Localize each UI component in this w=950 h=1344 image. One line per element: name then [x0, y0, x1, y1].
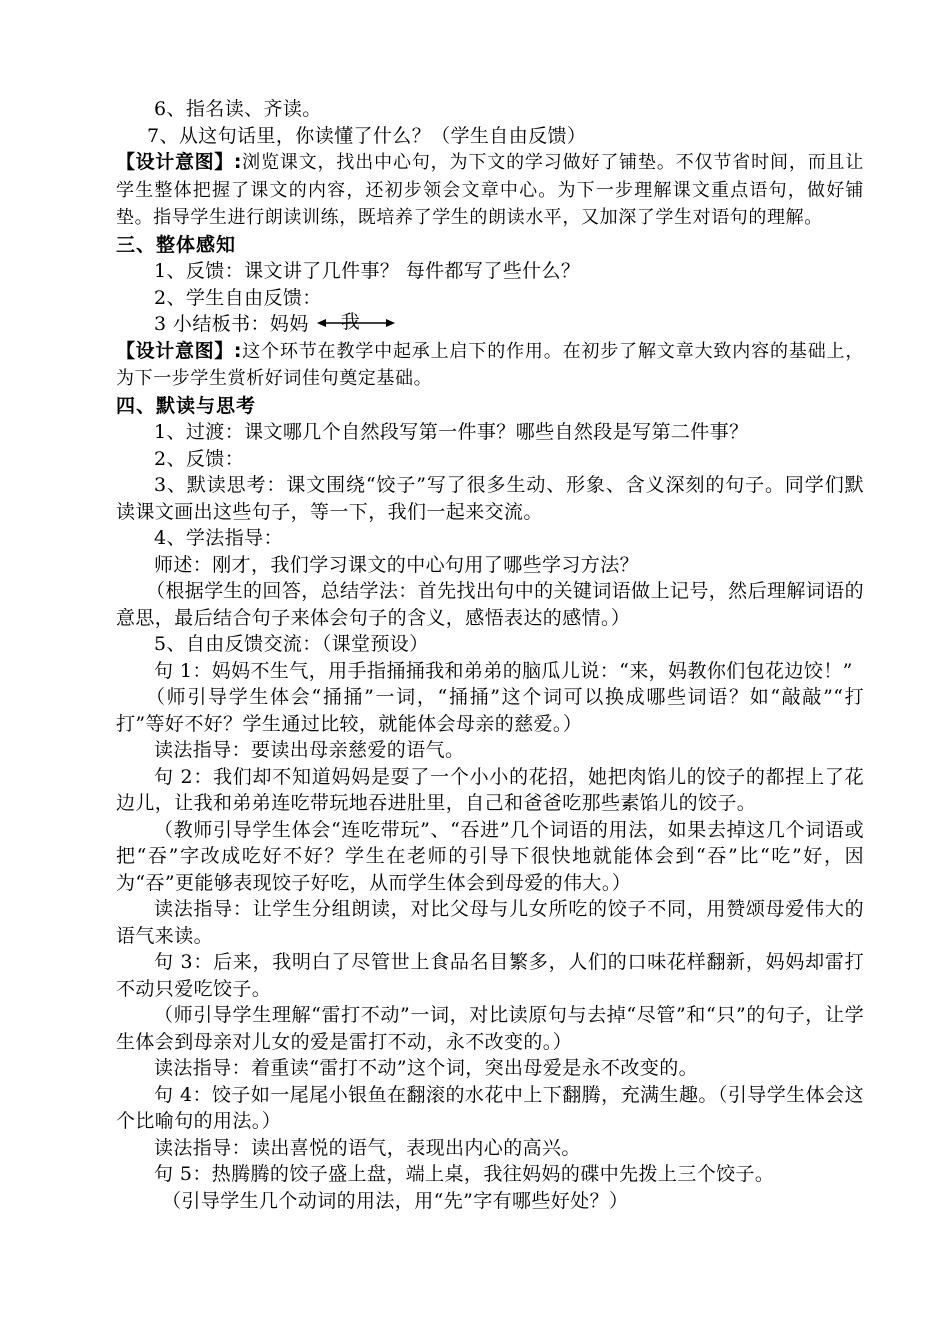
teacher-statement: 师述：刚才，我们学习课文的中心句用了哪些学习方法？ — [154, 553, 640, 576]
sentence-2: 句 2：我们却不知道妈妈是耍了一个小小的花招，她把肉馅儿的饺子的都捏上了花边儿，让我和弟弟连吃带玩地吞进肚里，自己和爸爸吃那些素馅儿的饺子。 — [116, 765, 864, 814]
method-summary: （根据学生的回答，总结学法：首先找出句中的关键词语做上记号，然后理解词语的意思，最后结合句子来体会句子的含义，感悟表达的感情。） — [116, 580, 864, 629]
design-intent-label: 【设计意图】: — [116, 339, 242, 362]
section3-item-3 — [116, 311, 864, 338]
sentence-1-guide: （师引导学生体会“捅捅”一词，“捅捅”这个词可以换成哪些词语？如“敲敲”“打打”等好不好？学生通过比较，就能体会母亲的慈爱。） — [116, 686, 864, 735]
design-intent-2 — [116, 338, 864, 393]
sentence-3-reading: 读法指导：着重读“雷打不动”这个词，突出母爱是永不改变的。 — [154, 1057, 699, 1079]
section-heading-3: 三、整体感知 — [116, 233, 237, 256]
sentence-1-reading: 读法指导：要读出母亲慈爱的语气。 — [154, 739, 465, 761]
sentence-1: 句 1：妈妈不生气，用手指捅捅我和弟弟的脑瓜儿说：“来，妈教你们包花边饺！” — [154, 659, 853, 682]
document-page — [116, 96, 864, 1214]
step-7: 7、从这句话里，你读懂了什么？（学生自由反馈） — [147, 124, 587, 147]
section3-item-1: 1、反馈：课文讲了几件事？ 每件都写了些什么？ — [154, 260, 581, 282]
section4-item-3: 3、默读思考：课文围绕“饺子”写了很多生动、形象、含义深刻的句子。同学们默读课文画出这些句子，等一下，我们一起来交流。 — [116, 474, 864, 523]
sentence-5-guide: （引导学生几个动词的用法，用“先”字有哪些好处？） — [162, 1189, 629, 1212]
sentence-2-guide: （教师引导学生体会“连吃带玩”、“吞进”几个词语的用法，如果去掉这几个词语或把“吞”字改成吃好不好？学生在老师的引导下很快地就能体会到“吞”比“吃”好，因为“吞”更能够表现饺子好吃，从而学生体会到母爱的伟大。） — [116, 818, 864, 894]
section4-item-2: 2、反馈： — [154, 447, 245, 470]
sentence-5: 句 5：热腾腾的饺子盛上盘，端上桌，我往妈妈的碟中先拨上三个饺子。 — [154, 1163, 775, 1185]
design-intent-text: 浏览课文，找出中心句，为下文的学习做好了铺垫。不仅节省时间，而且让学生整体把握了课文的内容，还初步领会文章中心。为下一步理解课文重点语句，做好铺垫。指导学生进行朗读训练，既培养了学生的朗读水平，又加深了学生对语句的理解。 — [116, 152, 864, 228]
section3-item-2: 2、学生自由反馈： — [154, 286, 322, 309]
section4-item-5: 5、自由反馈交流：（课堂预设） — [154, 633, 429, 655]
sentence-4: 句 4：饺子如一尾尾小银鱼在翻滚的水花中上下翻腾，充满生趣。（引导学生体会这个比喻句的用法。） — [116, 1083, 864, 1132]
design-intent-1 — [116, 149, 864, 232]
design-intent-text: 这个环节在教学中起承上启下的作用。在初步了解文章大致内容的基础上，为下一步学生赏析好词佳句奠定基础。 — [116, 340, 864, 389]
step-6: 6、指名读、齐读。 — [154, 98, 322, 120]
section4-item-1: 1、过渡：课文哪几个自然段写第一件事？哪些自然段是写第二件事？ — [154, 421, 749, 443]
board-summary-label: 3 小结板书：妈妈 — [154, 313, 309, 335]
sentence-2-reading: 读法指导：让学生分组朗读，对比父母与儿女所吃的饺子不同，用赞颂母爱伟大的语气来读。 — [116, 898, 864, 947]
double-arrow-icon — [317, 313, 395, 333]
design-intent-label: 【设计意图】: — [116, 151, 242, 173]
sentence-3: 句 3：后来，我明白了尽管世上食品名目繁多，人们的口味花样翻新，妈妈却雷打不动只爱吃饺子。 — [116, 951, 864, 1000]
sentence-4-reading: 读法指导：读出喜悦的语气，表现出内心的高兴。 — [154, 1136, 581, 1159]
board-summary-wo: 我 — [340, 311, 361, 333]
sentence-3-guide: （师引导学生理解“雷打不动”一词，对比读原句与去掉“尽管”和“只”的句子，让学生体会到母亲对儿女的爱是雷打不动，永不改变的。） — [116, 1004, 864, 1053]
section4-item-4: 4、学法指导： — [154, 527, 283, 549]
section-heading-4: 四、默读与思考 — [116, 394, 257, 417]
